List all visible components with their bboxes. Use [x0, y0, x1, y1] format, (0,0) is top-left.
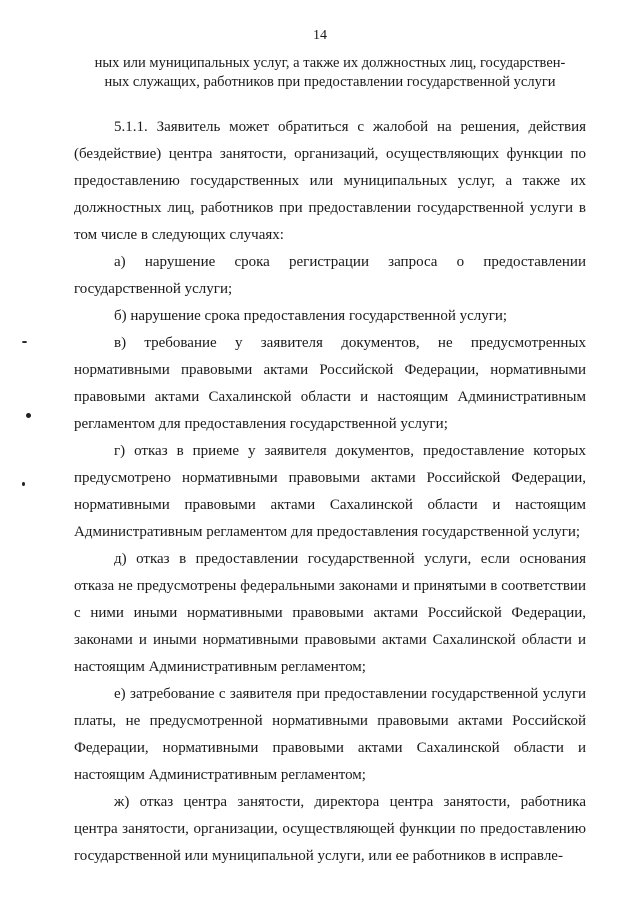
paragraph-5-1-1: 5.1.1. Заявитель может обратиться с жалобой на решения, действия (бездействие) центра занятости, организаций, осуществляющих функции по предоставлению государственных или муниципальных услуг, а также их должностных лиц, работников при предоставлении государственной услуги в том числе в следующих случаях:: [74, 119, 586, 243]
body-text: [74, 114, 586, 870]
item-v: в) требование у заявителя документов, не предусмотренных нормативными правовыми актами Российской Федерации, нормативными правовыми актами Сахалинской области и настоящим Административным регламентом для предоставления государственной услуги;: [74, 335, 586, 432]
item-e: е) затребование с заявителя при предоставлении государственной услуги платы, не предусмотренной нормативными правовыми актами Российской Федерации, нормативными правовыми актами Сахалинской области и настоящим Административным регламентом;: [74, 686, 586, 783]
item-zh: ж) отказ центра занятости, директора центра занятости, работника центра занятости, организации, осуществляющей функции по предоставлению государственной или муниципальной услуги, или ее работников в исправле-: [74, 794, 586, 864]
continuation-text: [70, 54, 590, 92]
item-b: б) нарушение срока предоставления государственной услуги;: [114, 308, 508, 324]
continuation-line: ных служащих, работников при предоставлении государственной услуги: [104, 74, 556, 90]
margin-speck: [22, 482, 25, 486]
item-g: г) отказ в приеме у заявителя документов, предоставление которых предусмотрено нормативными правовыми актами Российской Федерации, нормативными правовыми актами Сахалинской области и настоящим Административным регламентом для предоставления государственной услуги;: [74, 443, 586, 540]
margin-speck: [26, 413, 31, 418]
margin-speck: [22, 341, 27, 343]
item-a: а) нарушение срока регистрации запроса о предоставлении государственной услуги;: [74, 254, 586, 297]
continuation-line: ных или муниципальных услуг, а также их должностных лиц, государствен-: [94, 55, 566, 71]
item-d: д) отказ в предоставлении государственной услуги, если основания отказа не предусмотрены федеральными законами и принятыми в соответствии с ними иными нормативными правовыми актами Российской Федерации, законами и иными нормативными правовыми актами Сахалинской области и настоящим Административным регламентом;: [74, 551, 586, 675]
page-number: 14: [313, 28, 327, 43]
